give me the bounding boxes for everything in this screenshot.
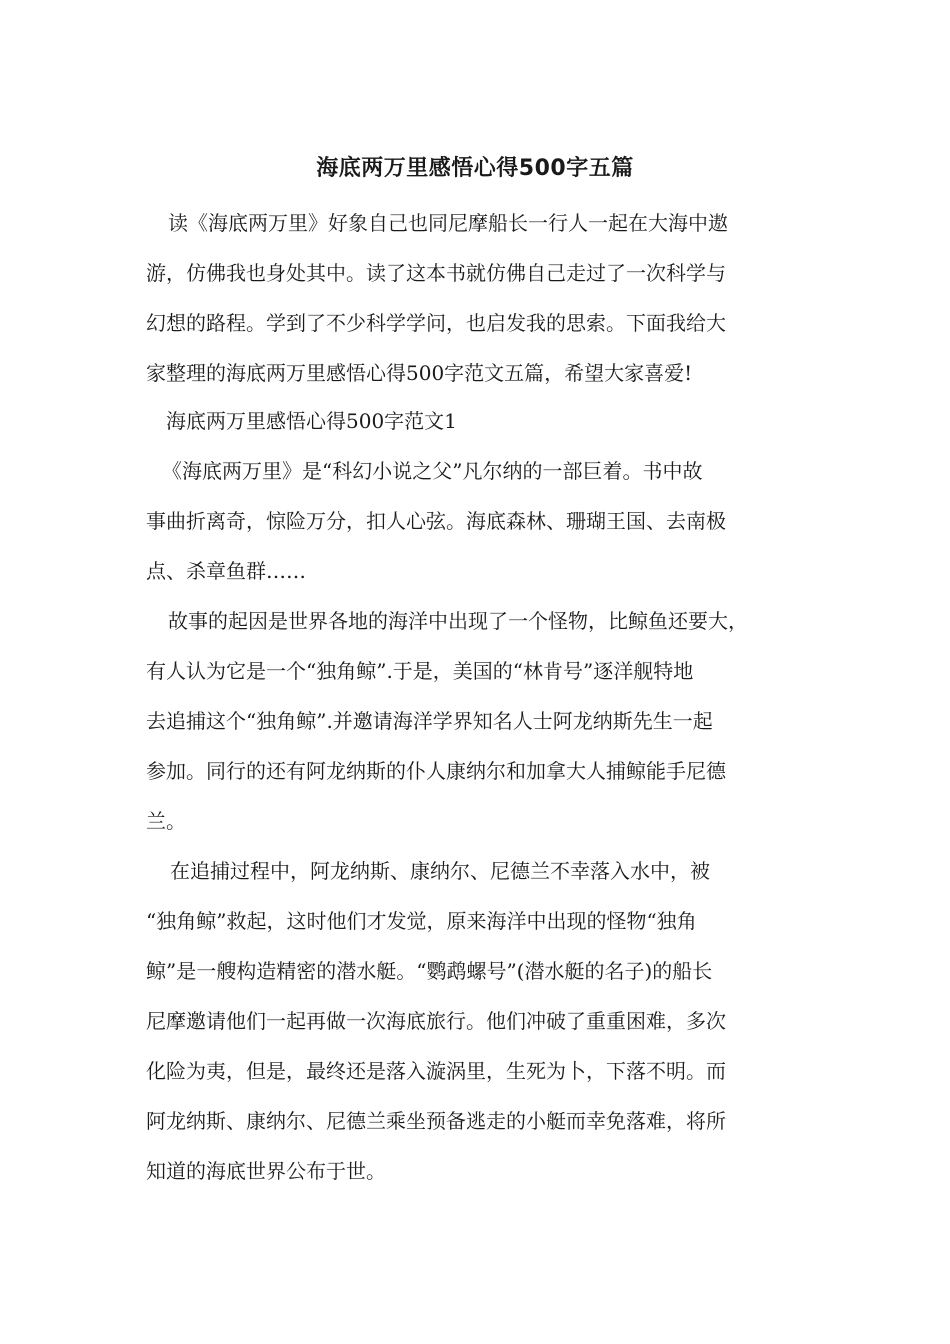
paragraph-line: 事曲折离奇，惊险万分，扣人心弦。海底森林、珊瑚王国、去南极	[146, 509, 726, 533]
paragraph-line: 知道的海底世界公布于世。	[146, 1159, 386, 1183]
paragraph-line: 化险为夷，但是，最终还是落入漩涡里，生死为卜，下落不明。而	[146, 1059, 726, 1083]
paragraph-line: “独角鲸”救起，这时他们才发觉，原来海洋中出现的怪物“独角	[146, 909, 697, 933]
paragraph-line: 参加。同行的还有阿龙纳斯的仆人康纳尔和加拿大人捕鲸能手尼德	[146, 759, 726, 783]
paragraph-line: 点、杀章鱼群……	[146, 559, 306, 583]
paragraph-line: 尼摩邀请他们一起再做一次海底旅行。他们冲破了重重困难，多次	[146, 1009, 726, 1033]
paragraph-line: 读《海底两万里》好象自己也同尼摩船长一行人一起在大海中遨	[168, 211, 728, 235]
paragraph-line: 游，仿佛我也身处其中。读了这本书就仿佛自己走过了一次科学与	[146, 261, 726, 285]
paragraph-line: 家整理的海底两万里感悟心得500字范文五篇，希望大家喜爱!	[146, 361, 693, 385]
paragraph-line: 阿龙纳斯、康纳尔、尼德兰乘坐预备逃走的小艇而幸免落难，将所	[146, 1109, 726, 1133]
paragraph-line: 幻想的路程。学到了不少科学学问，也启发我的思索。下面我给大	[146, 311, 726, 335]
paragraph-line: 鲸”是一艘构造精密的潜水艇。“鹦鹉螺号”(潜水艇的名子)的船长	[146, 959, 713, 983]
paragraph-line: 有人认为它是一个“独角鲸”.于是，美国的“林肯号”逐洋舰特地	[146, 659, 694, 683]
paragraph-line: 《海底两万里》是“科幻小说之父”凡尔纳的一部巨着。书中故	[162, 459, 703, 483]
paragraph-line: 兰。	[146, 809, 186, 833]
section-heading: 海底两万里感悟心得500字范文1	[166, 409, 457, 433]
paragraph-line: 故事的起因是世界各地的海洋中出现了一个怪物，比鲸鱼还要大，	[168, 609, 748, 633]
document-title: 海底两万里感悟心得500字五篇	[316, 156, 634, 181]
paragraph-line: 在追捕过程中，阿龙纳斯、康纳尔、尼德兰不幸落入水中，被	[170, 859, 710, 883]
paragraph-line: 去追捕这个“独角鲸”.并邀请海洋学界知名人士阿龙纳斯先生一起	[146, 709, 713, 733]
